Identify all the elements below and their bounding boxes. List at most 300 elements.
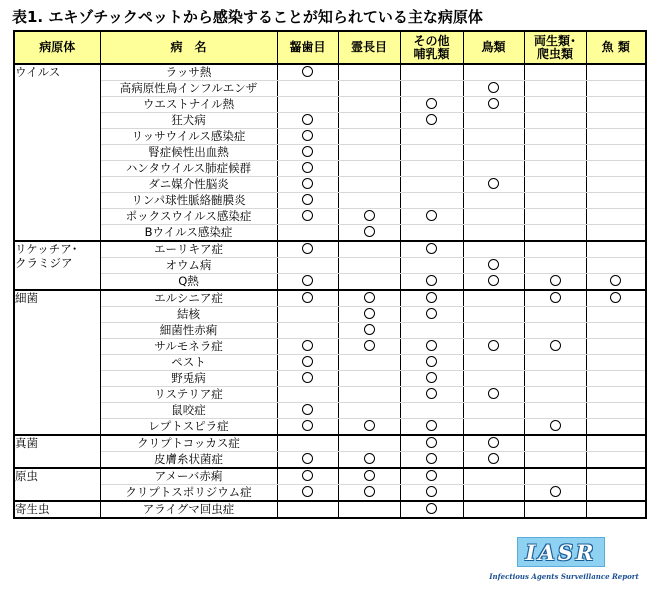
host-cell (586, 129, 646, 145)
host-cell (277, 64, 338, 81)
host-cell (463, 161, 524, 177)
host-cell (524, 258, 586, 274)
table-row (14, 435, 646, 452)
circle-mark-icon (302, 146, 313, 157)
table-row (14, 113, 646, 129)
table-row (14, 323, 646, 339)
host-cell (463, 501, 524, 518)
host-cell (400, 241, 463, 258)
disease-name: 高病原性鳥インフルエンザ (100, 81, 277, 97)
host-cell (586, 241, 646, 258)
circle-mark-icon (364, 486, 375, 497)
host-cell (338, 387, 400, 403)
host-cell (277, 371, 338, 387)
host-cell (277, 419, 338, 436)
host-cell (463, 209, 524, 225)
pathogen-cell (14, 64, 100, 241)
host-cell (586, 387, 646, 403)
disease-name: サルモネラ症 (100, 339, 277, 355)
table-row (14, 403, 646, 419)
pathogen-name: 原虫 (15, 469, 38, 483)
host-cell (277, 290, 338, 307)
host-cell (338, 193, 400, 209)
host-cell (586, 274, 646, 291)
host-cell (400, 501, 463, 518)
host-cell (338, 274, 400, 291)
table-row (14, 177, 646, 193)
table-row (14, 258, 646, 274)
host-cell (277, 193, 338, 209)
host-cell (524, 193, 586, 209)
header-amphibians-line2: 爬虫類 (536, 46, 573, 61)
host-cell (400, 258, 463, 274)
host-cell (338, 468, 400, 485)
host-cell (463, 355, 524, 371)
host-cell (277, 435, 338, 452)
host-cell (524, 387, 586, 403)
host-cell (400, 485, 463, 502)
host-cell (400, 81, 463, 97)
circle-mark-icon (426, 292, 437, 303)
host-cell (277, 177, 338, 193)
circle-mark-icon (610, 275, 621, 286)
host-cell (463, 145, 524, 161)
circle-mark-icon (364, 470, 375, 481)
host-cell (586, 501, 646, 518)
circle-mark-icon (488, 388, 499, 399)
host-cell (586, 145, 646, 161)
header-birds: 鳥類 (463, 31, 524, 64)
header-rodents: 齧歯目 (277, 31, 338, 64)
circle-mark-icon (302, 243, 313, 254)
host-cell (338, 435, 400, 452)
disease-name: Q熱 (100, 274, 277, 291)
disease-name: リステリア症 (100, 387, 277, 403)
host-cell (338, 290, 400, 307)
host-cell (277, 355, 338, 371)
host-cell (524, 468, 586, 485)
host-cell (463, 97, 524, 113)
host-cell (586, 452, 646, 469)
host-cell (277, 387, 338, 403)
host-cell (277, 209, 338, 225)
circle-mark-icon (364, 308, 375, 319)
host-cell (524, 485, 586, 502)
logo-text: IASR (525, 539, 597, 565)
host-cell (400, 225, 463, 242)
disease-name: 細菌性赤痢 (100, 323, 277, 339)
disease-name: リッサウイルス感染症 (100, 129, 277, 145)
host-cell (586, 290, 646, 307)
circle-mark-icon (488, 98, 499, 109)
table-row (14, 225, 646, 242)
host-cell (463, 485, 524, 502)
circle-mark-icon (426, 308, 437, 319)
disease-name: アメーバ赤痢 (100, 468, 277, 485)
disease-name: エーリキア症 (100, 241, 277, 258)
circle-mark-icon (426, 114, 437, 125)
disease-name: Bウイルス感染症 (100, 225, 277, 242)
host-cell (338, 241, 400, 258)
host-cell (400, 435, 463, 452)
host-cell (586, 403, 646, 419)
host-cell (586, 113, 646, 129)
table-row (14, 290, 646, 307)
host-cell (586, 485, 646, 502)
disease-name: 野兎病 (100, 371, 277, 387)
host-cell (586, 307, 646, 323)
circle-mark-icon (426, 470, 437, 481)
circle-mark-icon (488, 259, 499, 270)
host-cell (524, 129, 586, 145)
table-row (14, 387, 646, 403)
host-cell (463, 113, 524, 129)
table-row (14, 161, 646, 177)
disease-name: 皮膚糸状菌症 (100, 452, 277, 469)
header-row (14, 31, 646, 64)
host-cell (524, 209, 586, 225)
host-cell (277, 307, 338, 323)
disease-name: 鼠咬症 (100, 403, 277, 419)
pathogen-name: 細菌 (15, 291, 38, 305)
host-cell (400, 290, 463, 307)
host-cell (338, 501, 400, 518)
host-cell (463, 323, 524, 339)
table-row (14, 274, 646, 291)
circle-mark-icon (302, 292, 313, 303)
circle-mark-icon (488, 437, 499, 448)
circle-mark-icon (426, 437, 437, 448)
host-cell (463, 241, 524, 258)
host-cell (277, 225, 338, 242)
host-cell (586, 225, 646, 242)
pathogen-cell (14, 468, 100, 501)
host-cell (463, 225, 524, 242)
host-cell (400, 355, 463, 371)
circle-mark-icon (550, 292, 561, 303)
circle-mark-icon (364, 420, 375, 431)
circle-mark-icon (550, 340, 561, 351)
host-cell (277, 258, 338, 274)
host-cell (524, 161, 586, 177)
disease-name: 狂犬病 (100, 113, 277, 129)
host-cell (524, 97, 586, 113)
table-row (14, 241, 646, 258)
table-row (14, 307, 646, 323)
circle-mark-icon (426, 243, 437, 254)
circle-mark-icon (364, 292, 375, 303)
table-row (14, 209, 646, 225)
host-cell (524, 371, 586, 387)
host-cell (586, 64, 646, 81)
circle-mark-icon (426, 275, 437, 286)
header-pathogen: 病原体 (14, 31, 100, 64)
host-cell (463, 387, 524, 403)
host-cell (463, 419, 524, 436)
circle-mark-icon (364, 324, 375, 335)
host-cell (463, 193, 524, 209)
circle-mark-icon (302, 340, 313, 351)
host-cell (524, 501, 586, 518)
host-cell (524, 113, 586, 129)
host-cell (400, 129, 463, 145)
table-row (14, 97, 646, 113)
disease-name: ラッサ熱 (100, 64, 277, 81)
host-cell (524, 290, 586, 307)
host-cell (586, 435, 646, 452)
host-cell (524, 403, 586, 419)
host-cell (463, 468, 524, 485)
table-row (14, 129, 646, 145)
host-cell (524, 81, 586, 97)
host-cell (586, 81, 646, 97)
circle-mark-icon (302, 486, 313, 497)
host-cell (524, 435, 586, 452)
host-cell (524, 225, 586, 242)
circle-mark-icon (426, 210, 437, 221)
disease-name: ポックスウイルス感染症 (100, 209, 277, 225)
circle-mark-icon (426, 420, 437, 431)
host-cell (277, 485, 338, 502)
host-cell (277, 468, 338, 485)
circle-mark-icon (364, 226, 375, 237)
host-cell (400, 177, 463, 193)
host-cell (400, 145, 463, 161)
host-cell (586, 177, 646, 193)
host-cell (400, 403, 463, 419)
host-cell (338, 323, 400, 339)
header-fish: 魚 類 (586, 31, 646, 64)
circle-mark-icon (488, 340, 499, 351)
circle-mark-icon (302, 210, 313, 221)
circle-mark-icon (610, 292, 621, 303)
host-cell (586, 468, 646, 485)
host-cell (463, 290, 524, 307)
disease-name: クリプトスポリジウム症 (100, 485, 277, 502)
pathogen-name: 真菌 (15, 436, 38, 450)
header-other-mammals-line1: その他 (413, 33, 450, 48)
host-cell (463, 435, 524, 452)
pathogen-name: クラミジア (15, 256, 73, 270)
circle-mark-icon (302, 194, 313, 205)
host-cell (338, 452, 400, 469)
host-cell (463, 129, 524, 145)
host-cell (277, 274, 338, 291)
pathogen-cell (14, 501, 100, 518)
circle-mark-icon (302, 356, 313, 367)
header-disease: 病 名 (100, 31, 277, 64)
host-cell (400, 387, 463, 403)
table-row (14, 371, 646, 387)
pathogen-name: 寄生虫 (15, 502, 50, 516)
circle-mark-icon (302, 66, 313, 77)
host-cell (586, 419, 646, 436)
host-cell (524, 241, 586, 258)
disease-name: ペスト (100, 355, 277, 371)
host-cell (400, 339, 463, 355)
circle-mark-icon (488, 178, 499, 189)
host-cell (338, 161, 400, 177)
host-cell (277, 452, 338, 469)
host-cell (400, 323, 463, 339)
header-primates: 霊長目 (338, 31, 400, 64)
circle-mark-icon (550, 486, 561, 497)
host-cell (463, 452, 524, 469)
host-cell (586, 258, 646, 274)
host-cell (586, 323, 646, 339)
host-cell (524, 419, 586, 436)
circle-mark-icon (550, 420, 561, 431)
host-cell (400, 64, 463, 81)
circle-mark-icon (364, 453, 375, 464)
table-row (14, 355, 646, 371)
circle-mark-icon (302, 470, 313, 481)
host-cell (338, 177, 400, 193)
host-cell (400, 419, 463, 436)
host-cell (338, 145, 400, 161)
host-cell (463, 274, 524, 291)
circle-mark-icon (488, 275, 499, 286)
table-row (14, 193, 646, 209)
host-cell (586, 371, 646, 387)
host-cell (277, 339, 338, 355)
host-cell (338, 339, 400, 355)
circle-mark-icon (426, 356, 437, 367)
host-cell (400, 452, 463, 469)
host-cell (338, 81, 400, 97)
host-cell (586, 193, 646, 209)
circle-mark-icon (426, 453, 437, 464)
circle-mark-icon (302, 420, 313, 431)
host-cell (277, 113, 338, 129)
pathogen-cell (14, 241, 100, 290)
pathogen-name: ウイルス (15, 65, 61, 79)
table-row (14, 81, 646, 97)
host-cell (586, 97, 646, 113)
host-cell (338, 371, 400, 387)
host-cell (524, 307, 586, 323)
pathogen-cell (14, 290, 100, 435)
circle-mark-icon (302, 114, 313, 125)
circle-mark-icon (302, 275, 313, 286)
disease-name: リンパ球性脈絡髄膜炎 (100, 193, 277, 209)
circle-mark-icon (426, 340, 437, 351)
circle-mark-icon (426, 503, 437, 514)
host-cell (524, 323, 586, 339)
host-cell (586, 339, 646, 355)
host-cell (277, 145, 338, 161)
host-cell (338, 485, 400, 502)
disease-name: ハンタウイルス肺症候群 (100, 161, 277, 177)
disease-name: エルシニア症 (100, 290, 277, 307)
pathogen-cell (14, 435, 100, 468)
table-title: 表1. エキゾチックペットから感染することが知られている主な病原体 (12, 8, 483, 26)
disease-name: クリプトコッカス症 (100, 435, 277, 452)
host-cell (400, 468, 463, 485)
circle-mark-icon (488, 453, 499, 464)
host-cell (338, 355, 400, 371)
host-cell (524, 64, 586, 81)
table-row (14, 339, 646, 355)
disease-name: 結核 (100, 307, 277, 323)
table-body (14, 64, 646, 518)
host-cell (277, 501, 338, 518)
pathogen-table (13, 30, 647, 519)
header-amphibians-line1: 両生類･ (533, 33, 576, 48)
host-cell (463, 64, 524, 81)
host-cell (338, 129, 400, 145)
host-cell (400, 161, 463, 177)
host-cell (277, 129, 338, 145)
host-cell (400, 371, 463, 387)
host-cell (400, 274, 463, 291)
host-cell (463, 371, 524, 387)
host-cell (277, 97, 338, 113)
host-cell (586, 209, 646, 225)
host-cell (586, 161, 646, 177)
host-cell (338, 403, 400, 419)
header-other-mammals-line2: 哺乳類 (413, 46, 450, 61)
disease-name: アライグマ回虫症 (100, 501, 277, 518)
circle-mark-icon (302, 130, 313, 141)
circle-mark-icon (302, 372, 313, 383)
host-cell (524, 177, 586, 193)
table-row (14, 485, 646, 502)
circle-mark-icon (302, 453, 313, 464)
host-cell (400, 193, 463, 209)
host-cell (338, 97, 400, 113)
host-cell (524, 274, 586, 291)
header-other-mammals (400, 31, 463, 64)
logo-subtitle: Infectious Agents Surveillance Report (489, 572, 639, 581)
host-cell (277, 241, 338, 258)
host-cell (400, 209, 463, 225)
table-row (14, 64, 646, 81)
host-cell (524, 145, 586, 161)
circle-mark-icon (426, 372, 437, 383)
table-row (14, 145, 646, 161)
host-cell (463, 177, 524, 193)
disease-name: ウエストナイル熱 (100, 97, 277, 113)
host-cell (277, 81, 338, 97)
circle-mark-icon (426, 486, 437, 497)
host-cell (277, 161, 338, 177)
host-cell (338, 64, 400, 81)
host-cell (338, 225, 400, 242)
host-cell (586, 355, 646, 371)
circle-mark-icon (426, 98, 437, 109)
circle-mark-icon (488, 82, 499, 93)
host-cell (463, 258, 524, 274)
circle-mark-icon (426, 388, 437, 399)
disease-name: ダニ媒介性脳炎 (100, 177, 277, 193)
circle-mark-icon (302, 178, 313, 189)
host-cell (338, 258, 400, 274)
header-amphibians-reptiles (524, 31, 586, 64)
circle-mark-icon (302, 162, 313, 173)
table-row (14, 501, 646, 518)
disease-name: 腎症候性出血熱 (100, 145, 277, 161)
host-cell (338, 419, 400, 436)
circle-mark-icon (550, 275, 561, 286)
host-cell (524, 452, 586, 469)
host-cell (338, 209, 400, 225)
host-cell (400, 113, 463, 129)
host-cell (338, 113, 400, 129)
host-cell (277, 403, 338, 419)
circle-mark-icon (302, 404, 313, 415)
host-cell (400, 307, 463, 323)
